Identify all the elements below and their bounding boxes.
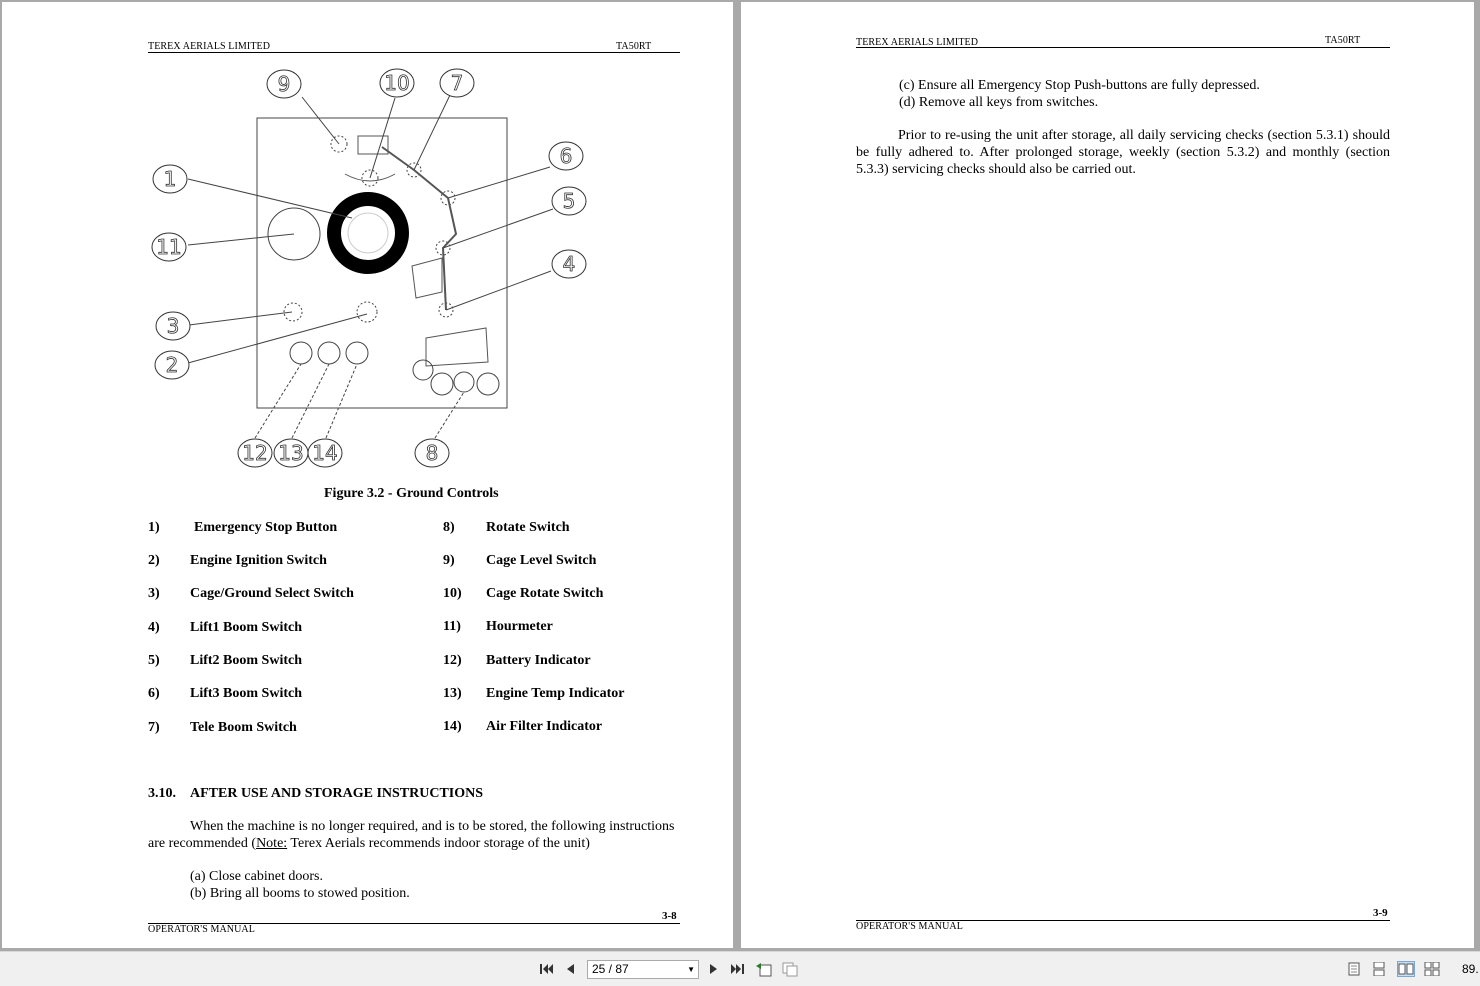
header-company: TEREX AERIALS LIMITED — [856, 37, 979, 48]
legend-num: 4) — [148, 620, 160, 635]
document-page-left — [2, 2, 733, 948]
last-page-button[interactable] — [728, 960, 748, 978]
callout-14: 14 — [312, 441, 338, 465]
intro-line-1: When the machine is no longer required, and is to be stored, the following instructions — [190, 819, 675, 834]
callout-11: 11 — [156, 235, 182, 259]
header-model: TA50RT — [616, 41, 652, 52]
callout-10: 10 — [384, 71, 410, 95]
zoom-level[interactable]: 89. — [1462, 962, 1479, 976]
intro-line-2: are recommended (Note: Terex Aerials recommends indoor storage of the unit) — [148, 836, 590, 851]
callout-9: 9 — [277, 72, 291, 96]
back-view-button[interactable] — [754, 960, 774, 978]
forward-view-icon — [781, 961, 799, 977]
legend-num: 9) — [443, 553, 455, 568]
footer-text: OPERATOR'S MANUAL — [148, 924, 255, 935]
step-a: (a) Close cabinet doors. — [190, 869, 323, 884]
callout-5: 5 — [562, 189, 576, 213]
callout-6: 6 — [559, 144, 573, 168]
page-number: 3-9 — [1373, 907, 1388, 919]
page-number: 3-8 — [662, 910, 677, 922]
first-page-button[interactable] — [536, 960, 556, 978]
first-page-icon — [539, 963, 553, 975]
callout-1: 1 — [163, 167, 177, 191]
document-page-right — [741, 2, 1474, 948]
emergency-stop-circle — [334, 199, 402, 267]
prev-page-icon — [566, 963, 576, 975]
single-page-icon — [1348, 962, 1360, 976]
legend-num: 3) — [148, 586, 160, 601]
section-number: 3.10. — [148, 786, 176, 801]
legend-label: Cage Rotate Switch — [486, 586, 604, 601]
cage-ground-switch — [284, 303, 302, 321]
legend-label: Lift3 Boom Switch — [190, 686, 302, 701]
two-page-view-button[interactable] — [1397, 961, 1415, 977]
legend-num: 8) — [443, 520, 455, 535]
callout-2: 2 — [165, 353, 179, 377]
callout-7: 7 — [450, 71, 464, 95]
legend-label: Cage/Ground Select Switch — [190, 586, 354, 601]
figure-caption: Figure 3.2 - Ground Controls — [324, 486, 499, 501]
next-page-button[interactable] — [703, 960, 723, 978]
callout-12: 12 — [242, 441, 268, 465]
continuous-view-button[interactable] — [1370, 961, 1388, 977]
header-rule — [856, 47, 1390, 48]
forward-view-button[interactable] — [780, 960, 800, 978]
step-b: (b) Bring all booms to stowed position. — [190, 886, 410, 901]
legend-num: 7) — [148, 720, 160, 735]
callout-4: 4 — [562, 252, 576, 276]
page-number-value: 25 / 87 — [592, 962, 629, 976]
prev-page-button[interactable] — [561, 960, 581, 978]
battery-indicator-circle — [290, 342, 312, 364]
footer-text: OPERATOR'S MANUAL — [856, 921, 963, 932]
viewer-toolbar — [0, 951, 1480, 986]
legend-label: Cage Level Switch — [486, 553, 597, 568]
reuse-paragraph: Prior to re-using the unit after storage, all daily servicing checks (section 5.3.1) should be fully adhered to. After prolonged storage, weekly (section 5.3.2) and monthly (section 5.3.3) servicing checks should also be carried out. — [856, 128, 1390, 177]
continuous-icon — [1373, 962, 1385, 976]
callout-3: 3 — [166, 314, 180, 338]
legend-num: 1) — [148, 520, 160, 535]
ignition-switch — [357, 302, 377, 322]
legend-num: 5) — [148, 653, 160, 668]
header-model: TA50RT — [1325, 35, 1361, 46]
header-company: TEREX AERIALS LIMITED — [148, 41, 271, 52]
legend-num: 14) — [443, 719, 462, 734]
legend-label: Engine Ignition Switch — [190, 553, 327, 568]
air-filter-indicator-circle — [346, 342, 368, 364]
engine-temp-indicator-circle — [318, 342, 340, 364]
two-page-continuous-icon — [1424, 962, 1440, 976]
legend-num: 2) — [148, 553, 160, 568]
legend-label: Air Filter Indicator — [486, 719, 603, 734]
legend-label: Tele Boom Switch — [190, 720, 297, 735]
step-d: (d) Remove all keys from switches. — [899, 95, 1099, 110]
single-page-view-button[interactable] — [1345, 961, 1363, 977]
step-c: (c) Ensure all Emergency Stop Push-buttons are fully depressed. — [899, 78, 1260, 93]
next-page-icon — [708, 963, 718, 975]
legend-num: 13) — [443, 686, 462, 701]
legend-label: Lift1 Boom Switch — [190, 620, 302, 635]
last-page-icon — [731, 963, 745, 975]
legend-label: Rotate Switch — [486, 520, 570, 535]
legend-label: Emergency Stop Button — [194, 520, 338, 535]
legend-label: Hourmeter — [486, 619, 553, 634]
section-title: AFTER USE AND STORAGE INSTRUCTIONS — [190, 786, 484, 801]
back-view-icon — [755, 961, 773, 977]
two-page-icon — [1398, 963, 1414, 975]
callout-8: 8 — [425, 441, 439, 465]
two-page-continuous-view-button[interactable] — [1423, 961, 1441, 977]
legend-label: Lift2 Boom Switch — [190, 653, 302, 668]
legend-label: Engine Temp Indicator — [486, 686, 625, 701]
note-label: Note: — [256, 836, 288, 851]
callout-13: 13 — [278, 441, 304, 465]
legend-num: 10) — [443, 586, 462, 601]
legend-num: 6) — [148, 686, 160, 701]
page-number-field[interactable] — [587, 960, 699, 979]
legend-num: 11) — [443, 619, 461, 634]
ground-controls-diagram — [2, 2, 733, 482]
legend-label: Battery Indicator — [486, 653, 591, 668]
chevron-down-icon[interactable]: ▼ — [687, 965, 695, 974]
legend-num: 12) — [443, 653, 462, 668]
